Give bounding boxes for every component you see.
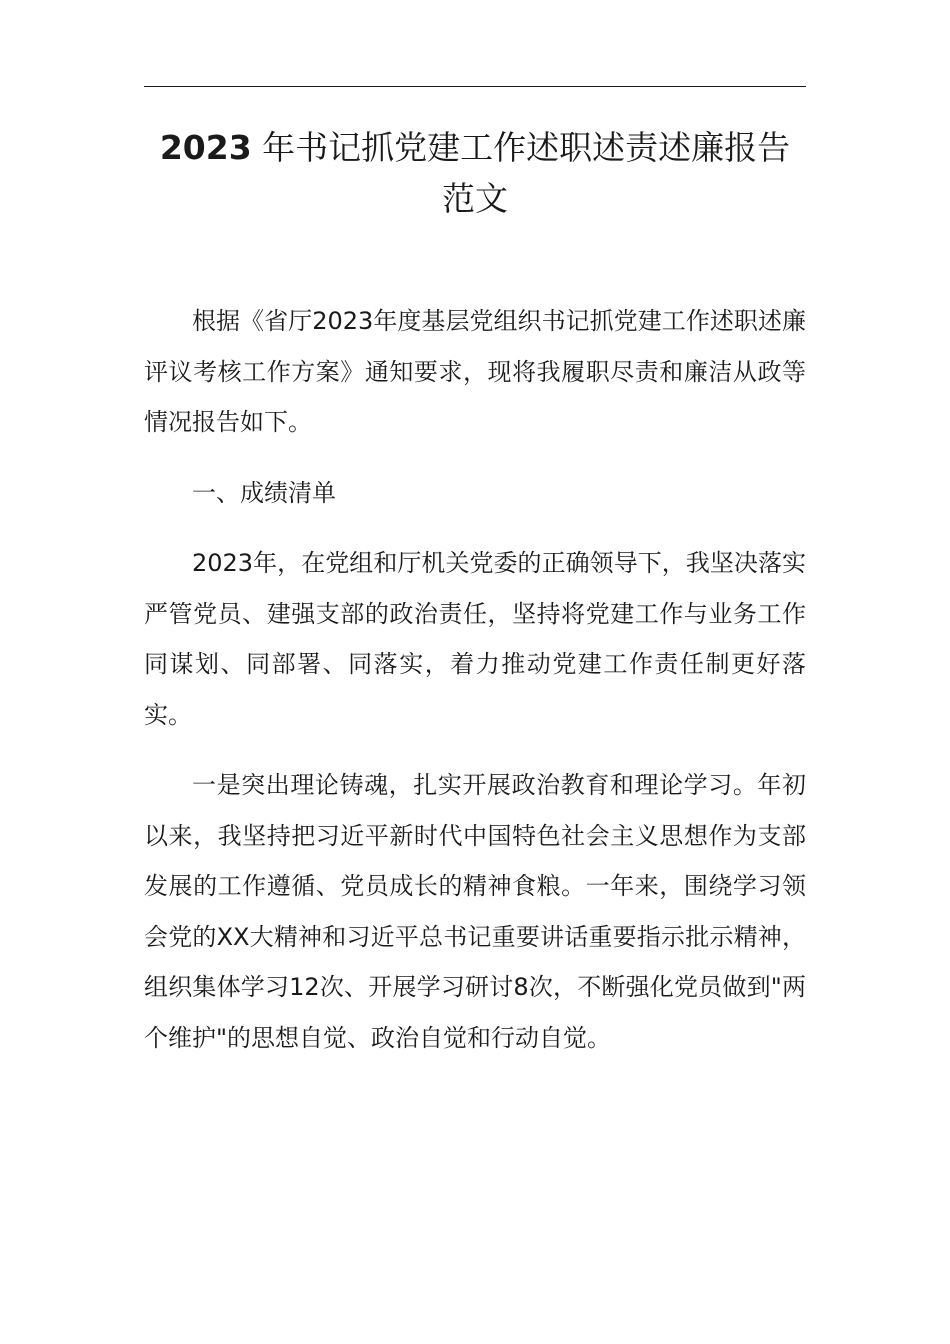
document-body [144, 296, 806, 1083]
title-year: 2023 [159, 128, 252, 167]
header-divider [144, 86, 806, 87]
overview-paragraph: 2023年，在党组和厅机关党委的正确领导下，我坚决落实严管党员、建强支部的政治责任，坚持将党建工作与业务工作同谋划、同部署、同落实，着力推动党建工作责任制更好落实。 [144, 549, 806, 729]
section-heading-achievements: 一、成绩清单 [192, 478, 336, 507]
intro-paragraph: 根据《省厅2023年度基层党组织书记抓党建工作述职述廉评议考核工作方案》通知要求，现将我履职尽责和廉洁从政等情况报告如下。 [144, 307, 806, 436]
title-text: 年书记抓党建工作述职述责述廉报告范文 [262, 128, 791, 218]
document-title [144, 122, 806, 224]
theory-study-paragraph: 一是突出理论铸魂，扎实开展政治教育和理论学习。年初以来，我坚持把习近平新时代中国特色社会主义思想作为支部发展的工作遵循、党员成长的精神食粮。一年来，围绕学习领会党的XX大精神和习近平总书记重要讲话重要指示批示精神，组织集体学习12次、开展学习研讨8次，不断强化党员做到"两个维护"的思想自觉、政治自觉和行动自觉。 [144, 771, 806, 1052]
